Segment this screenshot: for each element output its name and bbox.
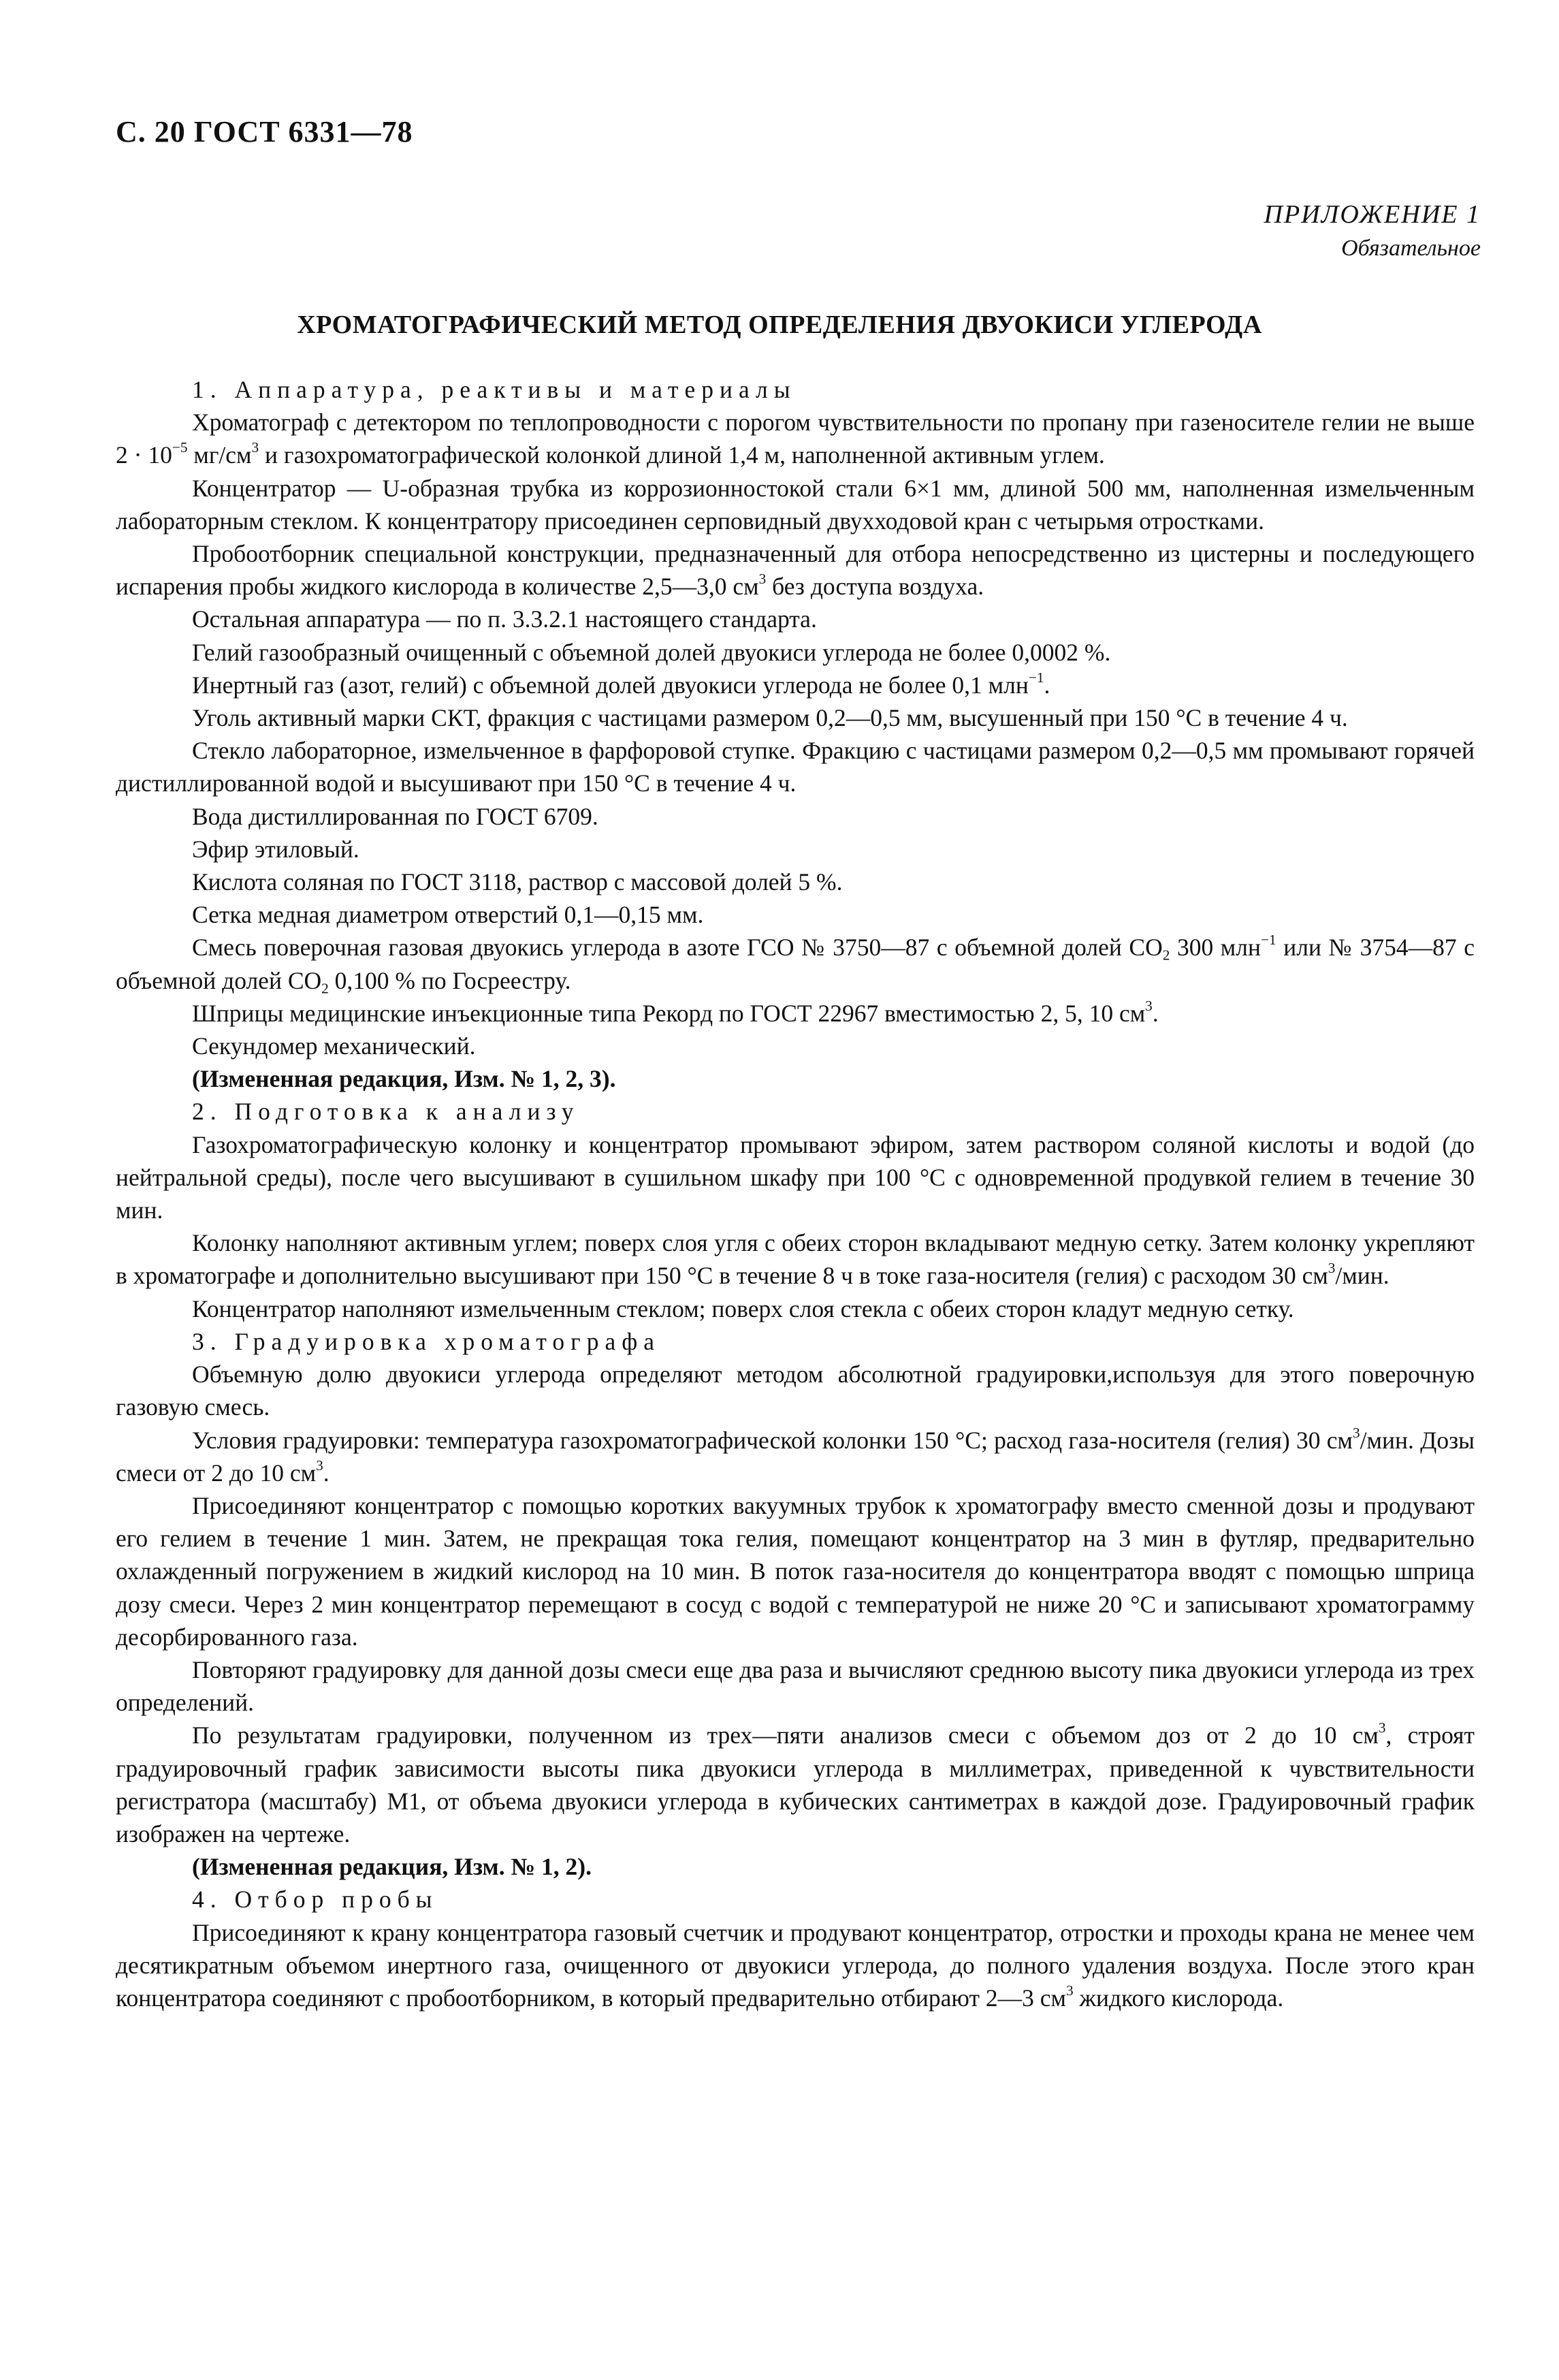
section-heading-4: 4. Отбор пробы <box>192 1886 438 1914</box>
paragraph: Присоединяют концентратор с помощью коротких вакуумных трубок к хроматографу вместо сменной дозы и продувают его гелием в течение 1 мин. Затем, не прекращая тока гелия, помещают концентратор на 3 мин в футляр, предварительно охлажденный погружением в жидкий кислород на 10 мин. В поток газа-носителя до концентратора вводят с помощью шприца дозу смеси. Через 2 мин концентратор перемещают в сосуд с водой с температурой не ниже 20 °С и записывают хроматограмму десорбированного газа. <box>116 1491 1475 1651</box>
revision-note: (Измененная редакция, Изм. № 1, 2). <box>192 1853 592 1881</box>
paragraph: Остальная аппаратура — по п. 3.3.2.1 настоящего стандарта. <box>192 605 817 633</box>
paragraph: Вода дистиллированная по ГОСТ 6709. <box>192 802 598 830</box>
page-header: С. 20 ГОСТ 6331—78 <box>116 115 413 148</box>
paragraph: Хроматограф с детектором по теплопроводности с порогом чувствительности по пропану при газеносителе гелии не выше $2 \cdot 10^{-5}$ $мг/см^3$ и газохроматографической колонкой длиной 1,4 м, наполненной активным углем. <box>116 409 1475 469</box>
paragraph: Сетка медная диаметром отверстий 0,1—0,15 мм. <box>192 901 704 929</box>
paragraph: Газохроматографическую колонку и концентратор промывают эфиром, затем раствором соляной кислоты и водой (до нейтральной среды), после чего высушивают в сушильном шкафу при 100 °С с одновременной продувкой гелием в течение 30 мин. <box>116 1130 1475 1224</box>
appendix-status: Обязательное <box>1341 236 1481 261</box>
paragraph: Присоединяют к крану концентратора газовый счетчик и продувают концентратор, отростки и проходы крана не менее чем десятикратным объемом инертного газа, очищенного от двуокиси углерода, до полного удаления воздуха. После этого кран концентратора соединяют с пробоотборником, в который предварительно отбирают 2—3 $см^3$ жидкого кислорода. <box>116 1918 1475 2012</box>
section-heading-1: 1. Аппаратура, реактивы и материалы <box>192 376 797 403</box>
paragraph: Секундомер механический. <box>192 1032 476 1060</box>
paragraph: Эфир этиловый. <box>192 835 359 863</box>
paragraph: Гелий газообразный очищенный с объемной долей двуокиси углерода не более 0,0002 %. <box>192 638 1111 666</box>
document-title: ХРОМАТОГРАФИЧЕСКИЙ МЕТОД ОПРЕДЕЛЕНИЯ ДВУОКИСИ УГЛЕРОДА <box>297 311 1262 339</box>
paragraph: Концентратор наполняют измельченным стеклом; поверх слоя стекла с обеих сторон кладут медную сетку. <box>192 1295 1294 1322</box>
paragraph: Уголь активный марки СКТ, фракция с частицами размером 0,2—0,5 мм, высушенный при 150 °С в течение 4 ч. <box>192 704 1348 732</box>
paragraph: Колонку наполняют активным углем; поверх слоя угля с обеих сторон вкладывают медную сетку. Затем колонку укрепляют в хроматографе и дополнительно высушивают при 150 °С в течение 8 ч в токе газа-носителя (гелия) с расходом 30 $см^3$/мин. <box>116 1229 1475 1290</box>
paragraph: Условия градуировки: температура газохроматографической колонки 150 °С; расход газа-носителя (гелия) 30 $см^3$/мин. Дозы смеси от 2 до 10 $см^3$. <box>116 1424 1475 1487</box>
paragraph: По результатам градуировки, полученном из трех—пяти анализов смеси с объемом доз от 2 до 10 $см^3$, строят градуировочный график зависимости высоты пика двуокиси углерода в миллиметрах, приведенной к чувствительности регистратора (масштабу) М1, от объема двуокиси углерода в кубических сантиметрах в каждой дозе. Градуировочный график изображен на чертеже. <box>116 1719 1475 1847</box>
paragraph: Смесь поверочная газовая двуокись углерода в азоте ГСО № 3750—87 с объемной долей $CO_2$ 300 млн$^{-1}$ или № 3754—87 с объемной долей $CO_2$ 0,100 % по Госреестру. <box>116 932 1475 997</box>
appendix-label-block <box>1264 197 1481 266</box>
paragraph: Стекло лабораторное, измельченное в фарфоровой ступке. Фракцию с частицами размером 0,2—0,5 мм промывают горячей дистиллированной водой и высушивают при 150 °С в течение 4 ч. <box>116 737 1475 797</box>
revision-note: (Измененная редакция, Изм. № 1, 2, 3). <box>192 1065 616 1093</box>
paragraph: Концентратор — U-образная трубка из коррозионностокой стали 6×1 мм, длиной 500 мм, наполненная измельченным лабораторным стеклом. К концентратору присоединен серповидный двухходовой кран с четырьмя отростками. <box>116 474 1475 535</box>
paragraph: Пробоотборник специальной конструкции, предназначенный для отбора непосредственно из цистерны и последующего испарения пробы жидкого кислорода в количестве 2,5—3,0 $см^3$ без доступа воздуха. <box>116 540 1475 601</box>
section-heading-3: 3. Градуировка хроматографа <box>192 1327 660 1355</box>
paragraph: Объемную долю двуокиси углерода определяют методом абсолютной градуировки,используя для этого поверочную газовую смесь. <box>116 1361 1475 1421</box>
paragraph: Инертный газ (азот, гелий) с объемной долей двуокиси углерода не более 0,1 млн$^{-1}$. <box>192 669 1050 699</box>
paragraph: Повторяют градуировку для данной дозы смеси еще два раза и вычисляют среднюю высоту пика двуокиси углерода из трех определений. <box>116 1655 1475 1717</box>
document-body <box>116 373 1475 2014</box>
appendix-label: ПРИЛОЖЕНИЕ 1 <box>1264 200 1481 229</box>
section-heading-2: 2. Подготовка к анализу <box>192 1098 580 1126</box>
paragraph: Кислота соляная по ГОСТ 3118, раствор с массовой долей 5 %. <box>192 868 843 896</box>
paragraph: Шприцы медицинские инъекционные типа Рекорд по ГОСТ 22967 вместимостью 2, 5, 10 $см^3$. <box>192 997 1159 1027</box>
